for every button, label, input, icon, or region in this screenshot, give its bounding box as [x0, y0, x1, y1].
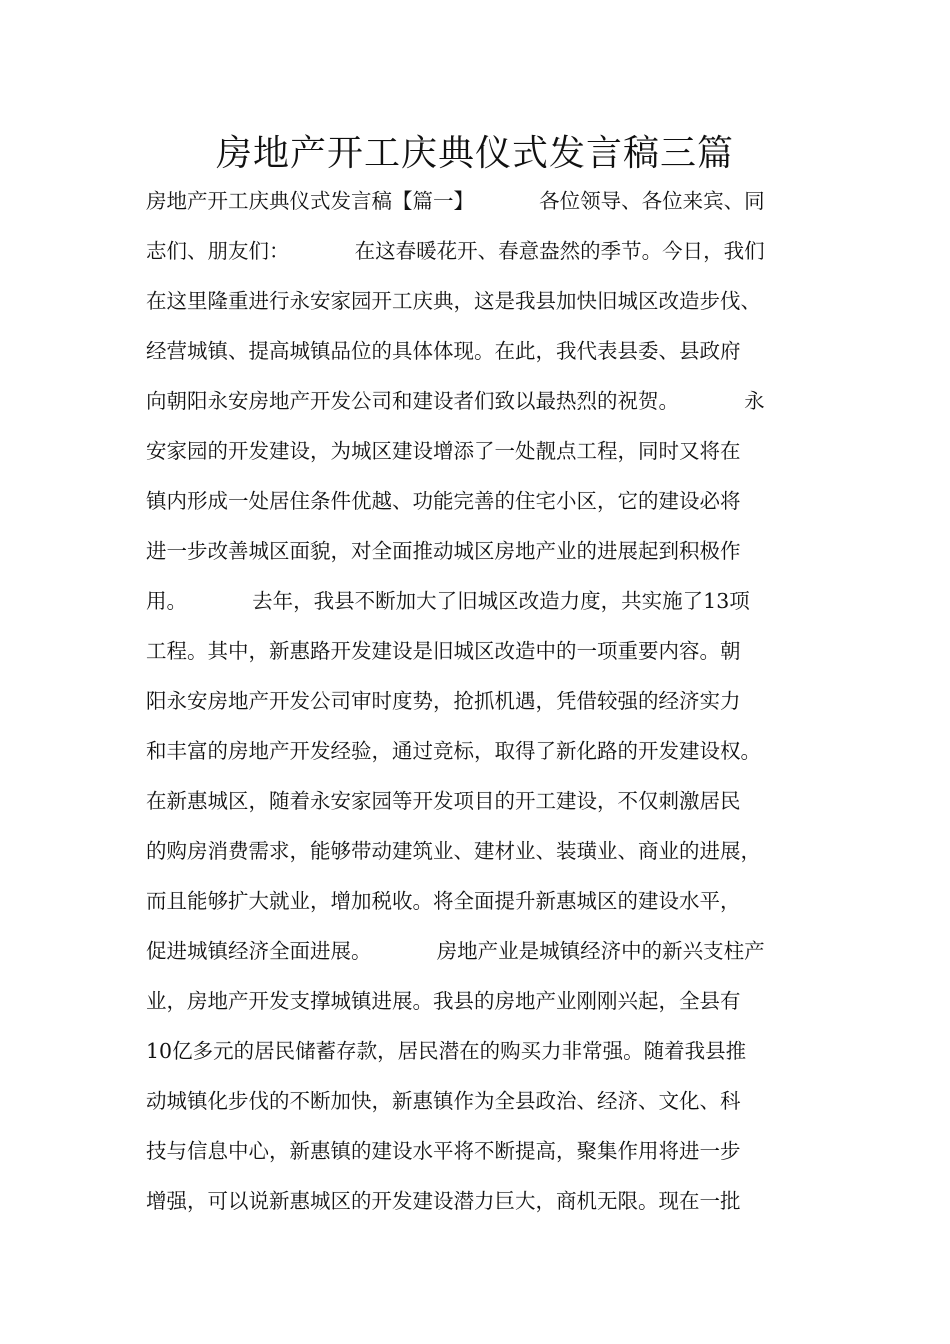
body-text-line: 业，房地产开发支撑城镇进展。我县的房地产业刚刚兴起，全县有 [146, 989, 741, 1013]
body-text-line: 阳永安房地产开发公司审时度势，抢抓机遇，凭借较强的经济实力 [146, 689, 741, 713]
body-text-line: 技与信息中心，新惠镇的建设水平将不断提高，聚集作用将进一步 [146, 1139, 741, 1163]
body-text-line: 的购房消费需求，能够带动建筑业、建材业、装璜业、商业的进展， [146, 839, 761, 863]
body-text-line: 安家园的开发建设，为城区建设增添了一处靓点工程，同时又将在 [146, 439, 741, 463]
body-text-line: 动城镇化步伐的不断加快，新惠镇作为全县政治、经济、文化、科 [146, 1089, 741, 1113]
body-text-line: 促进城镇经济全面进展。 房地产业是城镇经济中的新兴支柱产 [146, 939, 765, 963]
body-text-line: 房地产开工庆典仪式发言稿【篇一】 各位领导、各位来宾、同 [146, 189, 765, 213]
body-text-line: 进一步改善城区面貌，对全面推动城区房地产业的进展起到积极作 [146, 539, 741, 563]
body-text-line: 向朝阳永安房地产开发公司和建设者们致以最热烈的祝贺。 永 [146, 389, 765, 413]
document-title: 房地产开工庆典仪式发言稿三篇 [215, 133, 734, 174]
body-text-line: 和丰富的房地产开发经验，通过竞标，取得了新化路的开发建设权。 [146, 739, 761, 763]
body-text-line: 经营城镇、提高城镇品位的具体体现。在此，我代表县委、县政府 [146, 339, 741, 363]
body-text-line: 10亿多元的居民储蓄存款，居民潜在的购买力非常强。随着我县推 [146, 1039, 747, 1063]
document-body [146, 180, 836, 1230]
body-text-line: 用。 去年，我县不断加大了旧城区改造力度，共实施了13项 [146, 589, 750, 613]
body-text-line: 志们、朋友们： 在这春暖花开、春意盎然的季节。今日，我们 [146, 239, 765, 263]
body-text-line: 在新惠城区，随着永安家园等开发项目的开工建设，不仅刺激居民 [146, 789, 741, 813]
body-text-line: 而且能够扩大就业，增加税收。将全面提升新惠城区的建设水平， [146, 889, 741, 913]
body-text-line: 镇内形成一处居住条件优越、功能完善的住宅小区，它的建设必将 [146, 489, 741, 513]
body-text-line: 在这里隆重进行永安家园开工庆典，这是我县加快旧城区改造步伐、 [146, 289, 761, 313]
body-text-line: 工程。其中，新惠路开发建设是旧城区改造中的一项重要内容。朝 [146, 639, 741, 663]
body-text-line: 增强，可以说新惠城区的开发建设潜力巨大，商机无限。现在一批 [146, 1189, 741, 1213]
